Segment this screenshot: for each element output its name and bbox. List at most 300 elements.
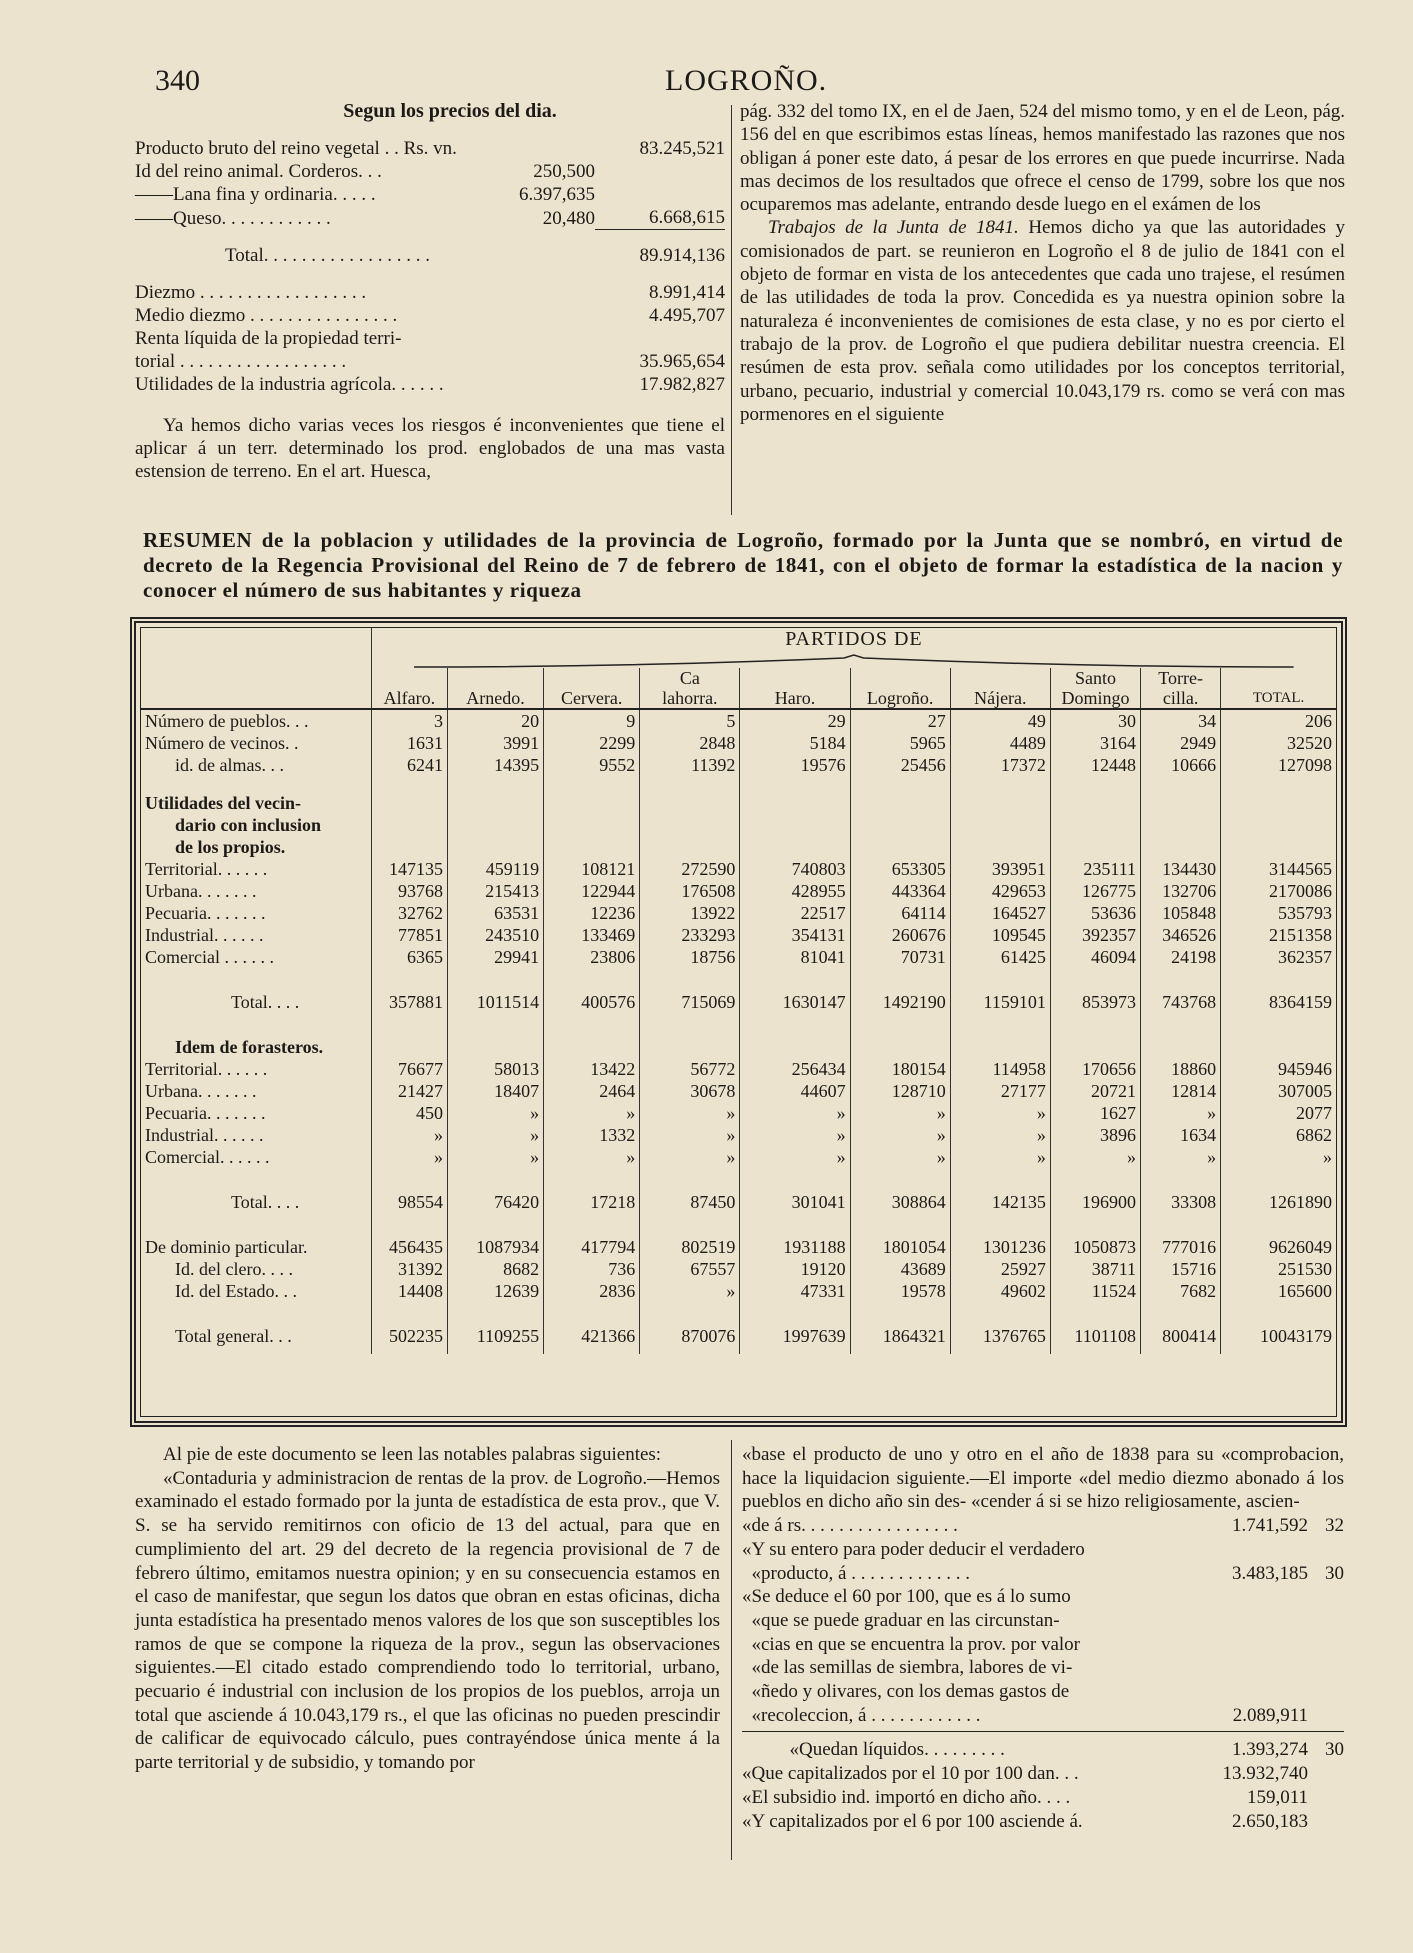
calc-cents bbox=[1308, 1538, 1344, 1562]
ledger-row bbox=[135, 137, 725, 160]
ledger-label: Diezmo . . . . . . . . . . . . . . . . . . bbox=[135, 282, 367, 303]
ledger-row bbox=[135, 327, 725, 350]
running-header bbox=[155, 64, 1323, 104]
table-cell: » bbox=[850, 1146, 950, 1168]
page-number: 340 bbox=[155, 64, 200, 97]
column-header: Arnedo. bbox=[447, 668, 543, 709]
ledger-value bbox=[595, 327, 725, 350]
table-cell: 27 bbox=[850, 709, 950, 732]
section-heading: Segun los precios del dia. bbox=[343, 100, 557, 122]
table-cell: 502235 bbox=[371, 1318, 447, 1354]
table-cell bbox=[640, 836, 740, 858]
calc-line bbox=[742, 1514, 1344, 1538]
bottom-left-intro: Al pie de este documento se leen las notables palabras siguientes: bbox=[163, 1444, 662, 1465]
calc-line bbox=[742, 1810, 1344, 1834]
table-cell: 736 bbox=[544, 1258, 640, 1280]
right-text-after: Hemos dicho ya que las autoridades y comisionados de part. se reunieron en Logroño el 8 de julio de 1841 con el objeto de formar en vista de los antecedentes que cada uno trajese, el resúmen de las utilidades de toda la prov. Concedida es ya nuestra opinion sobre la naturaleza é inconvenientes de comisiones de esta clase, y no es por cierto el trabajo de la prov. de Logroño el que pudiera debilitar nuestra creencia. El resúmen de esta prov. señala como utilidades por los conceptos territorial, urbano, pecuario, industrial y comercial 10.043,179 rs. como se verá con mas pormenores en el siguiente bbox=[740, 217, 1346, 425]
table-cell: 81041 bbox=[740, 946, 850, 968]
table-cell: 2836 bbox=[544, 1280, 640, 1302]
table-cell: 215413 bbox=[447, 880, 543, 902]
statistics-table bbox=[141, 628, 1336, 1354]
table-cell: 251530 bbox=[1221, 1258, 1336, 1280]
row-label: id. de almas. . . bbox=[175, 755, 284, 775]
table-cell: 6862 bbox=[1221, 1124, 1336, 1146]
table-cell: 1261890 bbox=[1221, 1184, 1336, 1220]
table-cell bbox=[740, 814, 850, 836]
table-cell: 2170086 bbox=[1221, 880, 1336, 902]
table-row bbox=[141, 946, 1336, 968]
table-row bbox=[141, 1058, 1336, 1080]
table-cell: 392357 bbox=[1050, 924, 1140, 946]
table-cell: » bbox=[447, 1124, 543, 1146]
table-cell: 34 bbox=[1141, 709, 1221, 732]
table-cell: 44607 bbox=[740, 1080, 850, 1102]
row-label: Comercial. . . . . . bbox=[145, 1147, 270, 1167]
ledger-row bbox=[135, 183, 725, 206]
row-label: Urbana. . . . . . . bbox=[145, 1081, 257, 1101]
table-cell: 233293 bbox=[640, 924, 740, 946]
table-row bbox=[141, 754, 1336, 776]
table-cell bbox=[950, 814, 1050, 836]
table-cell: » bbox=[1050, 1146, 1140, 1168]
ledger-total-label: Total. . . . . . . . . . . . . . . . . . bbox=[225, 245, 431, 266]
table-cell: 9626049 bbox=[1221, 1236, 1336, 1258]
table-cell: 11392 bbox=[640, 754, 740, 776]
table-cell: 67557 bbox=[640, 1258, 740, 1280]
table-cell: 743768 bbox=[1141, 984, 1221, 1020]
table-cell: 535793 bbox=[1221, 902, 1336, 924]
table-cell: 128710 bbox=[850, 1080, 950, 1102]
table-cell: 12639 bbox=[447, 1280, 543, 1302]
table-cell: » bbox=[950, 1146, 1050, 1168]
ledger-value: 35.965,654 bbox=[639, 351, 725, 372]
table-cell: 14395 bbox=[447, 754, 543, 776]
table-cell: » bbox=[447, 1102, 543, 1124]
table-cell: 134430 bbox=[1141, 858, 1221, 880]
sum-rule bbox=[742, 1731, 1344, 1732]
table-cell: 456435 bbox=[371, 1236, 447, 1258]
table-cell: 1087934 bbox=[447, 1236, 543, 1258]
table-cell: 17218 bbox=[544, 1184, 640, 1220]
table-cell: 12236 bbox=[544, 902, 640, 924]
table-cell: 24198 bbox=[1141, 946, 1221, 968]
table-cell: 354131 bbox=[740, 924, 850, 946]
calc-cents bbox=[1308, 1786, 1344, 1810]
table-cell bbox=[1221, 1036, 1336, 1058]
column-header: Ca lahorra. bbox=[640, 668, 740, 709]
calc-cents bbox=[1308, 1680, 1344, 1704]
calc-line bbox=[742, 1786, 1344, 1810]
calc-amount: 159,011 bbox=[1246, 1786, 1308, 1808]
table-cell: 1864321 bbox=[850, 1318, 950, 1354]
table-cell: 18860 bbox=[1141, 1058, 1221, 1080]
calc-amount bbox=[1198, 1538, 1308, 1562]
table-cell: 443364 bbox=[850, 880, 950, 902]
statistics-table-frame bbox=[130, 617, 1347, 1427]
calc-line bbox=[742, 1633, 1344, 1657]
table-cell: 109545 bbox=[950, 924, 1050, 946]
row-label: Total general. . . bbox=[175, 1326, 292, 1346]
table-cell: 61425 bbox=[950, 946, 1050, 968]
calc-amount: 2.089,911 bbox=[1232, 1704, 1308, 1726]
table-cell: » bbox=[740, 1102, 850, 1124]
ledger-row bbox=[135, 373, 725, 396]
ledger-value: 4.495,707 bbox=[649, 305, 725, 326]
table-cell: 170656 bbox=[1050, 1058, 1140, 1080]
row-label: Id. del clero. . . . bbox=[175, 1259, 293, 1279]
calc-text: «de á rs. . . . . . . . . . . . . . . . . bbox=[742, 1515, 958, 1537]
table-cell: 653305 bbox=[850, 858, 950, 880]
table-cell: 2077 bbox=[1221, 1102, 1336, 1124]
table-cell bbox=[950, 1036, 1050, 1058]
bottom-right-intro: «base el producto de uno y otro en el año de 1838 para su «comprobacion, hace la liquidacion siguiente.—El importe «del medio diezmo abonado á los pueblos en dicho año sin des- «cender á si se hizo religiosamente, ascien- bbox=[742, 1444, 1344, 1513]
table-row bbox=[141, 709, 1336, 732]
table-cell: 1159101 bbox=[950, 984, 1050, 1020]
ledger-row bbox=[135, 160, 725, 183]
table-cell bbox=[850, 792, 950, 814]
table-cell bbox=[740, 836, 850, 858]
table-cell: » bbox=[1221, 1146, 1336, 1168]
calc-line bbox=[742, 1738, 1344, 1762]
table-cell: 800414 bbox=[1141, 1318, 1221, 1354]
ledger-value bbox=[595, 160, 725, 183]
calc-amount: 13.932,740 bbox=[1222, 1763, 1308, 1785]
table-cell bbox=[544, 836, 640, 858]
table-cell: 346526 bbox=[1141, 924, 1221, 946]
calc-text: «cias en que se encuentra la prov. por valor bbox=[742, 1633, 1080, 1655]
table-cell bbox=[544, 814, 640, 836]
table-cell: 46094 bbox=[1050, 946, 1140, 968]
table-cell: 21427 bbox=[371, 1080, 447, 1102]
table-cell: 206 bbox=[1221, 709, 1336, 732]
resumen-title: RESUMEN de la poblacion y utilidades de la provincia de Logroño, formado por la Junta que se nombró, en virtud de decreto de la Regencia Provisional del Reino de 7 de febrero de 1841, con el objeto de formar la estadística de la nacion y conocer el número de sus habitantes y riqueza bbox=[143, 528, 1343, 602]
table-cell bbox=[1050, 836, 1140, 858]
table-cell: 6365 bbox=[371, 946, 447, 968]
calc-amount bbox=[1198, 1633, 1308, 1657]
ledger-label: Medio diezmo . . . . . . . . . . . . . . . . bbox=[135, 305, 398, 326]
row-label: Industrial. . . . . . bbox=[145, 925, 264, 945]
table-cell: 29 bbox=[740, 709, 850, 732]
table-cell: 49 bbox=[950, 709, 1050, 732]
page-title: LOGROÑO. bbox=[665, 64, 828, 97]
column-header: Alfaro. bbox=[371, 668, 447, 709]
calc-text: «recoleccion, á . . . . . . . . . . . . bbox=[742, 1704, 981, 1726]
table-cell: » bbox=[640, 1146, 740, 1168]
table-row bbox=[141, 984, 1336, 1020]
table-cell bbox=[950, 792, 1050, 814]
table-row bbox=[141, 902, 1336, 924]
table-row bbox=[141, 814, 1336, 836]
right-text-before: pág. 332 del tomo IX, en el de Jaen, 524 del mismo tomo, y en el de Leon, pág. 156 del en que escribimos estas líneas, hemos manifestado las razones que nos obligan á poner este dato, á pesar de los errores en que puede incurrirse. Nada mas decimos de los resultados que ofrece el censo de 1799, sobre los que nos ocuparemos mas adelante, entrando desde luego en el exámen de los bbox=[740, 101, 1345, 216]
ledger-total-value: 89.914,136 bbox=[595, 230, 725, 268]
calc-cents bbox=[1308, 1810, 1344, 1834]
calc-line bbox=[742, 1704, 1344, 1728]
calc-cents: 32 bbox=[1325, 1515, 1344, 1537]
row-label: Urbana. . . . . . . bbox=[145, 881, 257, 901]
column-divider bbox=[731, 105, 732, 515]
ledger-row bbox=[135, 350, 725, 373]
calc-text: «Y capitalizados por el 6 por 100 asciende á. bbox=[742, 1810, 1083, 1832]
ledger-row bbox=[135, 281, 725, 304]
row-label: Total. . . . bbox=[231, 992, 300, 1012]
table-cell: 53636 bbox=[1050, 902, 1140, 924]
table-cell bbox=[544, 1036, 640, 1058]
table-cell: 9 bbox=[544, 709, 640, 732]
table-cell: 47331 bbox=[740, 1280, 850, 1302]
table-cell bbox=[850, 836, 950, 858]
column-header: Torre- cilla. bbox=[1141, 668, 1221, 709]
calc-line bbox=[742, 1585, 1344, 1609]
table-cell: » bbox=[544, 1102, 640, 1124]
table-cell: » bbox=[371, 1146, 447, 1168]
table-cell: 5 bbox=[640, 709, 740, 732]
bottom-left-quote: «Contaduria y administracion de rentas de la prov. de Logroño.—Hemos examinado el estado formado por la junta de estadística de esta prov., que V. S. se ha servido remitirnos con oficio de 13 del actual, para que en cumplimiento del art. 29 del decreto de la regencia provisional de 7 de febrero último, emitamos nuestra opinion; y en su consecuencia estamos en el caso de manifestar, que segun los datos que obran en estas oficinas, dicha junta estadística ha presentado menos valores de los que son susceptibles los ramos de que se compone la riqueza de la prov., segun las observaciones siguientes.—El citado estado comprendiendo todo lo territorial, urbano, pecuario é industrial con inclusion de los propios de los pueblos, arroja un total que asciende á 10.043,179 rs., el que las oficinas no pueden prescindir de calificar de equivocado cálculo, pues contrayéndose única mente á la parte territorial y de subsidio, y tomando por bbox=[135, 1467, 720, 1774]
table-cell: 114958 bbox=[950, 1058, 1050, 1080]
table-cell: 1634 bbox=[1141, 1124, 1221, 1146]
table-cell: 400576 bbox=[544, 984, 640, 1020]
calc-cents bbox=[1308, 1704, 1344, 1728]
calc-line bbox=[742, 1656, 1344, 1680]
ledger-label: Producto bruto del reino vegetal . . Rs. vn. bbox=[135, 138, 457, 159]
ledger-mid-value: 6.397,635 bbox=[519, 184, 595, 205]
table-cell bbox=[1141, 814, 1221, 836]
table-cell: 11524 bbox=[1050, 1280, 1140, 1302]
column-header: TOTAL. bbox=[1221, 668, 1336, 709]
table-cell: 1332 bbox=[544, 1124, 640, 1146]
table-cell: 132706 bbox=[1141, 880, 1221, 902]
row-label: de los propios. bbox=[175, 837, 286, 857]
table-cell: 77851 bbox=[371, 924, 447, 946]
calc-cents bbox=[1308, 1762, 1344, 1786]
column-header: Nájera. bbox=[950, 668, 1050, 709]
table-cell: » bbox=[640, 1280, 740, 1302]
table-cell: 33308 bbox=[1141, 1184, 1221, 1220]
table-cell: » bbox=[640, 1124, 740, 1146]
table-cell: 25927 bbox=[950, 1258, 1050, 1280]
table-cell: 1630147 bbox=[740, 984, 850, 1020]
table-cell bbox=[1141, 1036, 1221, 1058]
table-cell: 164527 bbox=[950, 902, 1050, 924]
calc-line bbox=[742, 1609, 1344, 1633]
table-cell: 4489 bbox=[950, 732, 1050, 754]
table-cell: 1109255 bbox=[447, 1318, 543, 1354]
table-cell: 15716 bbox=[1141, 1258, 1221, 1280]
table-cell: 176508 bbox=[640, 880, 740, 902]
table-cell: 12814 bbox=[1141, 1080, 1221, 1102]
calc-cents bbox=[1308, 1633, 1344, 1657]
table-cell: 19576 bbox=[740, 754, 850, 776]
table-cell: 272590 bbox=[640, 858, 740, 880]
table-cell: 10666 bbox=[1141, 754, 1221, 776]
table-cell: 165600 bbox=[1221, 1280, 1336, 1302]
table-cell: 180154 bbox=[850, 1058, 950, 1080]
table-cell: 802519 bbox=[640, 1236, 740, 1258]
column-header: Logroño. bbox=[850, 668, 950, 709]
table-cell: 260676 bbox=[850, 924, 950, 946]
row-label: De dominio particular. bbox=[145, 1237, 308, 1257]
table-cell: 98554 bbox=[371, 1184, 447, 1220]
calc-line bbox=[742, 1538, 1344, 1562]
table-cell: 417794 bbox=[544, 1236, 640, 1258]
table-cell: » bbox=[850, 1124, 950, 1146]
calc-text: «Quedan líquidos. . . . . . . . . bbox=[742, 1739, 1005, 1761]
table-row bbox=[141, 1258, 1336, 1280]
table-cell: 459119 bbox=[447, 858, 543, 880]
table-row bbox=[141, 1280, 1336, 1302]
calc-amount: 3.483,185 bbox=[1232, 1562, 1308, 1584]
calc-amount bbox=[1198, 1585, 1308, 1609]
table-cell: 3144565 bbox=[1221, 858, 1336, 880]
table-cell bbox=[740, 1036, 850, 1058]
table-cell: 30 bbox=[1050, 709, 1140, 732]
bottom-left-column bbox=[135, 1443, 720, 1775]
table-cell: 19120 bbox=[740, 1258, 850, 1280]
bottom-right-column bbox=[742, 1443, 1344, 1833]
table-cell: 307005 bbox=[1221, 1080, 1336, 1102]
table-cell: 18407 bbox=[447, 1080, 543, 1102]
table-cell bbox=[640, 792, 740, 814]
calc-amount: 2.650,183 bbox=[1232, 1810, 1308, 1832]
table-cell: 853973 bbox=[1050, 984, 1140, 1020]
table-cell: 9552 bbox=[544, 754, 640, 776]
table-cell: 22517 bbox=[740, 902, 850, 924]
table-cell: 3896 bbox=[1050, 1124, 1140, 1146]
table-row bbox=[141, 1146, 1336, 1168]
table-row bbox=[141, 1184, 1336, 1220]
row-label: dario con inclusion bbox=[175, 815, 322, 835]
table-cell: 1801054 bbox=[850, 1236, 950, 1258]
table-cell: 428955 bbox=[740, 880, 850, 902]
calc-cents: 30 bbox=[1325, 1739, 1344, 1761]
table-cell: 357881 bbox=[371, 984, 447, 1020]
column-header: Haro. bbox=[740, 668, 850, 709]
table-cell bbox=[640, 814, 740, 836]
table-cell: 56772 bbox=[640, 1058, 740, 1080]
table-row bbox=[141, 1036, 1336, 1058]
table-cell bbox=[1050, 792, 1140, 814]
table-cell: 93768 bbox=[371, 880, 447, 902]
table-cell bbox=[1050, 1036, 1140, 1058]
table-cell bbox=[1221, 836, 1336, 858]
partidos-group-header: PARTIDOS DE bbox=[371, 628, 1336, 668]
calc-amount: 1.741,592 bbox=[1232, 1515, 1308, 1537]
brace-mark bbox=[414, 654, 1294, 668]
table-cell: » bbox=[544, 1146, 640, 1168]
table-cell: 2949 bbox=[1141, 732, 1221, 754]
table-row bbox=[141, 1124, 1336, 1146]
table-cell: 2848 bbox=[640, 732, 740, 754]
table-cell: 3 bbox=[371, 709, 447, 732]
table-cell: 17372 bbox=[950, 754, 1050, 776]
table-cell: 70731 bbox=[850, 946, 950, 968]
table-cell: » bbox=[950, 1102, 1050, 1124]
calc-line bbox=[742, 1762, 1344, 1786]
table-cell: 5965 bbox=[850, 732, 950, 754]
table-cell bbox=[371, 814, 447, 836]
table-row bbox=[141, 1236, 1336, 1258]
left-column bbox=[135, 100, 725, 483]
table-cell: 3164 bbox=[1050, 732, 1140, 754]
calc-cents bbox=[1308, 1609, 1344, 1633]
table-cell: 63531 bbox=[447, 902, 543, 924]
table-cell: 450 bbox=[371, 1102, 447, 1124]
table-cell: 1101108 bbox=[1050, 1318, 1140, 1354]
table-cell bbox=[850, 814, 950, 836]
right-italic-title: Trabajos de la Junta de 1841. bbox=[768, 217, 1019, 239]
table-cell: 870076 bbox=[640, 1318, 740, 1354]
table-cell: » bbox=[740, 1146, 850, 1168]
calc-cents bbox=[1308, 1585, 1344, 1609]
table-cell: 308864 bbox=[850, 1184, 950, 1220]
table-cell: 25456 bbox=[850, 754, 950, 776]
row-label: Pecuaria. . . . . . . bbox=[145, 1103, 266, 1123]
row-label: Comercial . . . . . . bbox=[145, 947, 274, 967]
ledger-label: ——Queso. . . . . . . . . . . . bbox=[135, 207, 331, 229]
table-cell: 43689 bbox=[850, 1258, 950, 1280]
table-row bbox=[141, 858, 1336, 880]
table-cell: 1627 bbox=[1050, 1102, 1140, 1124]
table-cell: 29941 bbox=[447, 946, 543, 968]
table-cell: 108121 bbox=[544, 858, 640, 880]
table-cell: 13922 bbox=[640, 902, 740, 924]
table-cell: 945946 bbox=[1221, 1058, 1336, 1080]
table-row bbox=[141, 792, 1336, 814]
calc-amount bbox=[1198, 1680, 1308, 1704]
row-label: Pecuaria. . . . . . . bbox=[145, 903, 266, 923]
table-cell: 142135 bbox=[950, 1184, 1050, 1220]
table-cell: 133469 bbox=[544, 924, 640, 946]
table-cell: 235111 bbox=[1050, 858, 1140, 880]
table-cell: 76420 bbox=[447, 1184, 543, 1220]
row-label: Territorial. . . . . . bbox=[145, 859, 268, 879]
row-label: Id. del Estado. . . bbox=[175, 1281, 297, 1301]
row-label: Utilidades del vecin- bbox=[145, 793, 301, 813]
row-label: Industrial. . . . . . bbox=[145, 1125, 264, 1145]
right-column bbox=[740, 100, 1345, 426]
row-label: Número de pueblos. . . bbox=[145, 711, 309, 731]
table-row bbox=[141, 1080, 1336, 1102]
table-cell: 243510 bbox=[447, 924, 543, 946]
table-cell bbox=[640, 1036, 740, 1058]
table-cell bbox=[850, 1036, 950, 1058]
table-cell: 126775 bbox=[1050, 880, 1140, 902]
table-cell: 32520 bbox=[1221, 732, 1336, 754]
table-cell bbox=[1141, 792, 1221, 814]
calc-text: «de las semillas de siembra, labores de vi- bbox=[742, 1657, 1073, 1679]
table-row bbox=[141, 924, 1336, 946]
table-cell bbox=[950, 836, 1050, 858]
table-row bbox=[141, 880, 1336, 902]
table-cell: 740803 bbox=[740, 858, 850, 880]
ledger-mid-value: 250,500 bbox=[533, 161, 595, 182]
table-cell bbox=[447, 814, 543, 836]
table-cell: » bbox=[850, 1102, 950, 1124]
ledger-label: Renta líquida de la propiedad terri- bbox=[135, 328, 402, 349]
table-cell: 127098 bbox=[1221, 754, 1336, 776]
table-cell: 1376765 bbox=[950, 1318, 1050, 1354]
calc-text: «El subsidio ind. importó en dicho año. . . . bbox=[742, 1786, 1071, 1808]
table-cell: 10043179 bbox=[1221, 1318, 1336, 1354]
table-cell bbox=[740, 792, 850, 814]
calc-text: «que se puede graduar en las circunstan- bbox=[742, 1609, 1060, 1631]
table-cell: 393951 bbox=[950, 858, 1050, 880]
calc-cents bbox=[1308, 1656, 1344, 1680]
table-cell: 38711 bbox=[1050, 1258, 1140, 1280]
table-cell: 19578 bbox=[850, 1280, 950, 1302]
table-cell: 2299 bbox=[544, 732, 640, 754]
ledger-label: torial . . . . . . . . . . . . . . . . . . bbox=[135, 351, 347, 372]
table-cell: 2464 bbox=[544, 1080, 640, 1102]
